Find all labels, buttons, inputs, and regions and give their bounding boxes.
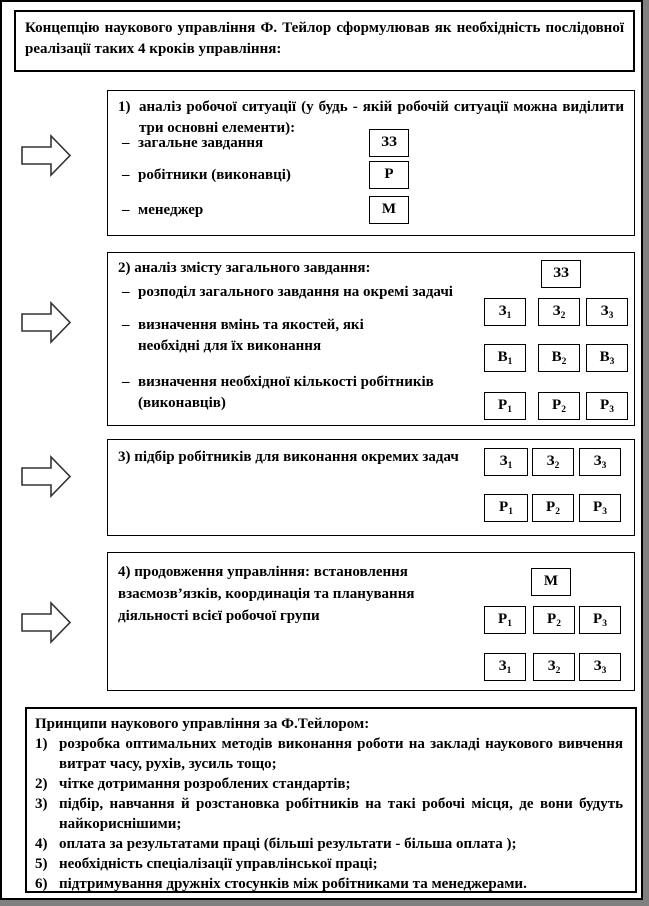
node-v2: $В_2$ bbox=[538, 344, 580, 372]
node-z1: $З_1$ bbox=[484, 448, 528, 476]
node-v3: $В_3$ bbox=[586, 344, 628, 372]
node-z2: $З_2$ bbox=[532, 448, 574, 476]
node-z2: $З_2$ bbox=[538, 298, 580, 326]
principle-number: 5) bbox=[35, 856, 48, 872]
node-z1: $З_1$ bbox=[484, 298, 526, 326]
node-z1: $З_1$ bbox=[484, 653, 526, 681]
principle-item bbox=[35, 774, 623, 794]
node-z3: $З_3$ bbox=[579, 653, 621, 681]
node-r3: $Р_3$ bbox=[579, 606, 621, 634]
step1-item bbox=[122, 165, 362, 186]
step1-item-label: менеджер bbox=[138, 202, 204, 218]
step2-bullet-text: розподіл загального завдання на окремі задачі bbox=[138, 284, 453, 300]
step1-box bbox=[107, 90, 635, 236]
principle-item bbox=[35, 794, 623, 834]
step1-arrow-icon bbox=[21, 133, 73, 179]
bullet-dash: – bbox=[122, 317, 130, 333]
step2-box bbox=[107, 252, 635, 426]
node-r2: $Р_2$ bbox=[533, 606, 575, 634]
step4-box bbox=[107, 552, 635, 691]
principle-number: 6) bbox=[35, 876, 48, 892]
step3-arrow-icon bbox=[21, 454, 73, 500]
principle-text: підтримування дружніх стосунків між робітниками та менеджерами. bbox=[59, 876, 527, 892]
principle-number: 3) bbox=[35, 796, 48, 812]
principle-text: необхідність спеціалізації управлінської праці; bbox=[59, 856, 378, 872]
node-r: Р bbox=[369, 161, 409, 189]
step3-box bbox=[107, 439, 635, 536]
principles-box bbox=[25, 707, 637, 893]
principle-number: 2) bbox=[35, 776, 48, 792]
node-z3: $З_3$ bbox=[579, 448, 621, 476]
step1-item-label: робітники (виконавці) bbox=[138, 167, 291, 183]
step2-bullet bbox=[122, 372, 454, 414]
node-v1: $В_1$ bbox=[484, 344, 526, 372]
principle-text: підбір, навчання й розстановка робітників на такі робочі місця, де вони будуть найкориснішими; bbox=[59, 796, 623, 832]
step1-item bbox=[122, 133, 362, 154]
step1-header-text: аналіз робочої ситуації (у будь - якій робочій ситуації можна виділити три основні елементи): bbox=[139, 99, 624, 136]
principle-text: оплата за результатами праці (більші результати - більша оплата ); bbox=[59, 836, 517, 852]
node-m: М bbox=[531, 568, 571, 596]
step2-arrow-icon bbox=[21, 300, 73, 346]
step1-item-label: загальне завдання bbox=[138, 135, 264, 151]
step2-bullet bbox=[122, 315, 378, 357]
step4-arrow-icon bbox=[21, 600, 73, 646]
node-r2: $Р_2$ bbox=[532, 494, 574, 522]
principle-text: чітке дотримання розроблених стандартів; bbox=[59, 776, 351, 792]
node-r3: $Р_3$ bbox=[579, 494, 621, 522]
principle-item bbox=[35, 874, 623, 893]
principles-header: Принципи наукового управління за Ф.Тейлором: bbox=[35, 716, 370, 732]
principle-item bbox=[35, 734, 623, 774]
intro-box bbox=[14, 10, 635, 72]
node-m: М bbox=[369, 196, 409, 224]
bullet-dash: – bbox=[122, 202, 130, 218]
step1-item bbox=[122, 200, 362, 221]
step1-number: 1) bbox=[118, 99, 131, 115]
bullet-dash: – bbox=[122, 167, 130, 183]
principle-text: розробка оптимальних методів виконання роботи на закладі наукового вивчення витрат часу, рухів, зусиль тощо; bbox=[59, 736, 623, 772]
step2-bullet bbox=[122, 282, 472, 303]
step2-header: 2) аналіз змісту загального завдання: bbox=[118, 260, 371, 276]
principle-number: 1) bbox=[35, 736, 48, 752]
node-z2: $З_2$ bbox=[533, 653, 575, 681]
step2-bullet-text: визначення необхідної кількості робітників (виконавців) bbox=[138, 374, 434, 411]
principle-number: 4) bbox=[35, 836, 48, 852]
node-r3: $Р_3$ bbox=[586, 392, 628, 420]
step3-header: 3) підбір робітників для виконання окремих задач bbox=[118, 449, 459, 465]
principle-item bbox=[35, 854, 623, 874]
step4-text: 4) продовження управління: встановлення взаємозв’язків, координація та планування діяльності всієї робочої групи bbox=[118, 564, 415, 624]
node-zz: ЗЗ bbox=[541, 260, 581, 288]
bullet-dash: – bbox=[122, 374, 130, 390]
node-z3: $З_3$ bbox=[586, 298, 628, 326]
node-r1: $Р_1$ bbox=[484, 494, 528, 522]
principle-item bbox=[35, 834, 623, 854]
node-zz: ЗЗ bbox=[369, 129, 409, 157]
bullet-dash: – bbox=[122, 284, 130, 300]
step2-bullet-text: визначення вмінь та якостей, які необхідні для їх виконання bbox=[138, 317, 364, 354]
node-r1: $Р_1$ bbox=[484, 392, 526, 420]
node-r2: $Р_2$ bbox=[538, 392, 580, 420]
bullet-dash: – bbox=[122, 135, 130, 151]
node-r1: $Р_1$ bbox=[484, 606, 526, 634]
intro-text: Концепцію наукового управління Ф. Тейлор сформулював як необхідність послідовної реалізації таких 4 кроків управління: bbox=[25, 20, 624, 57]
